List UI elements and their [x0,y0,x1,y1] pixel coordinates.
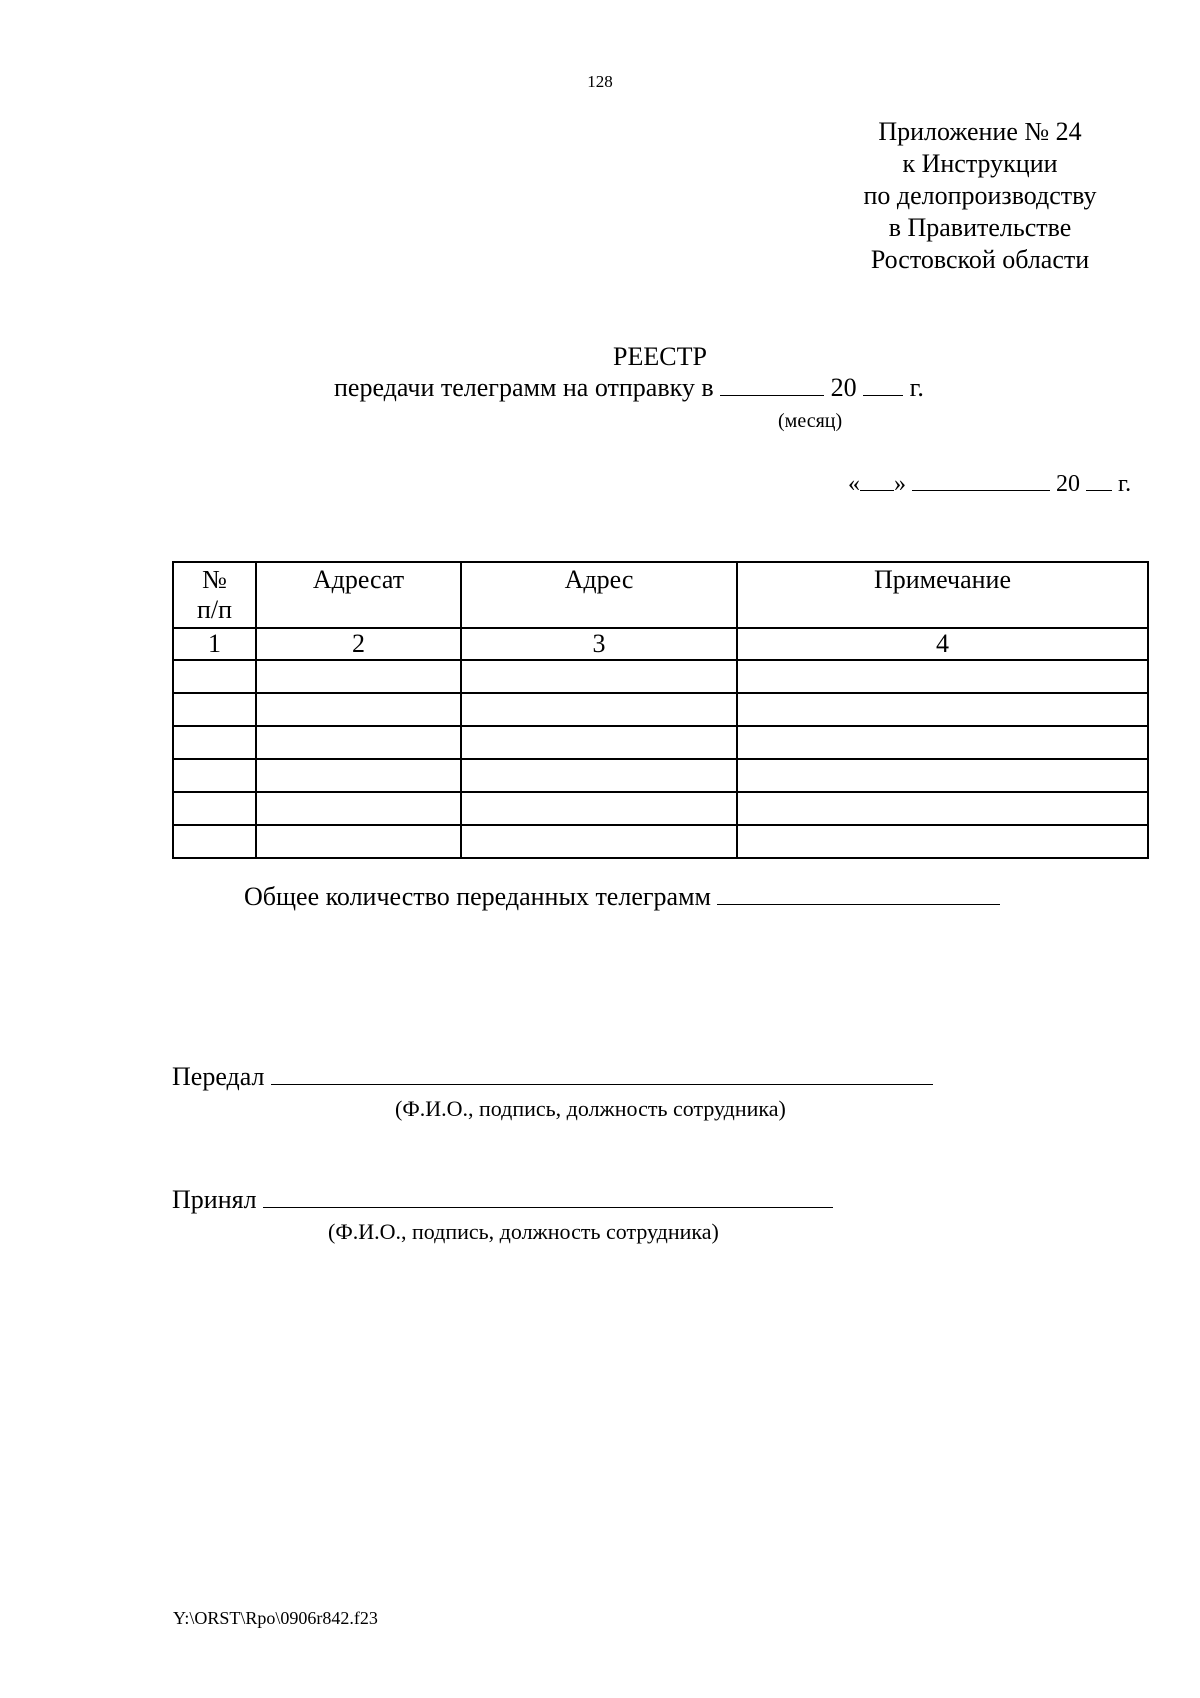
date-line [848,470,1131,498]
column-number: 1 [173,628,256,660]
table-cell[interactable] [461,693,737,726]
subtitle-year-prefix: 20 [830,373,857,402]
table-cell[interactable] [461,759,737,792]
table-cell[interactable] [256,825,461,858]
table-row [173,726,1148,759]
table-cell[interactable] [173,825,256,858]
footer-file-path: Y:\ORST\Rpo\0906r842.f23 [173,1608,378,1628]
subtitle-prefix: передачи телеграмм на отправку в [334,373,714,402]
receiver-signature-blank[interactable] [263,1185,833,1208]
table-cell[interactable] [173,792,256,825]
document-subtitle [334,373,924,403]
table-cell[interactable] [737,726,1148,759]
sender-line [172,1062,933,1092]
table-cell[interactable] [461,825,737,858]
sender-signature-blank[interactable] [271,1062,933,1085]
total-count-label: Общее количество переданных телеграмм [244,882,711,911]
appendix-line: в Правительстве [888,213,1072,242]
column-number: 4 [737,628,1148,660]
table-row [173,792,1148,825]
document-title: РЕЕСТР [613,342,707,371]
appendix-line: Приложение № 24 [878,117,1082,146]
table-cell[interactable] [461,792,737,825]
table-cell[interactable] [256,759,461,792]
table-number-row [173,628,1148,660]
receiver-line [172,1185,833,1215]
date-year-prefix: 20 [1056,471,1080,497]
table-cell[interactable] [173,726,256,759]
table-cell[interactable] [737,825,1148,858]
total-count-line [244,882,1000,912]
header-num-symbol: № [202,565,227,594]
table-cell[interactable] [173,693,256,726]
date-close-quote: » [894,471,906,497]
year-blank[interactable] [863,373,903,396]
header-note: Примечание [737,562,1148,628]
table-cell[interactable] [737,792,1148,825]
day-blank[interactable] [860,470,894,491]
column-number: 2 [256,628,461,660]
receiver-caption: (Ф.И.О., подпись, должность сотрудника) [328,1219,719,1244]
appendix-line: к Инструкции [902,149,1058,178]
table-cell[interactable] [173,660,256,693]
header-address: Адрес [461,562,737,628]
table-cell[interactable] [737,759,1148,792]
table-cell[interactable] [256,693,461,726]
table-row [173,759,1148,792]
appendix-line: Ростовской области [870,245,1090,274]
receiver-label: Принял [172,1185,257,1214]
month-caption: (месяц) [778,410,843,432]
table-row [173,825,1148,858]
subtitle-suffix: г. [909,373,924,402]
total-count-blank[interactable] [717,882,1000,905]
sender-label: Передал [172,1062,265,1091]
appendix-block [820,116,1140,276]
table-cell[interactable] [256,726,461,759]
appendix-line: по делопроизводству [863,181,1097,210]
sender-caption: (Ф.И.О., подпись, должность сотрудника) [395,1096,786,1121]
table-cell[interactable] [256,660,461,693]
table-cell[interactable] [461,726,737,759]
table-cell[interactable] [173,759,256,792]
page-number: 128 [587,72,613,91]
date-suffix: г. [1118,471,1132,497]
table-row [173,693,1148,726]
header-num-pp: п/п [196,595,233,624]
table-header-row [173,562,1148,628]
date-year-blank[interactable] [1086,470,1112,491]
register-table [172,561,1149,859]
header-addressee: Адресат [256,562,461,628]
date-open-quote: « [848,471,860,497]
date-month-blank[interactable] [912,470,1050,491]
table-cell[interactable] [737,693,1148,726]
header-num-cell [173,562,256,628]
table-row [173,660,1148,693]
table-cell[interactable] [461,660,737,693]
table-cell[interactable] [256,792,461,825]
month-blank[interactable] [720,373,824,396]
column-number: 3 [461,628,737,660]
table-cell[interactable] [737,660,1148,693]
